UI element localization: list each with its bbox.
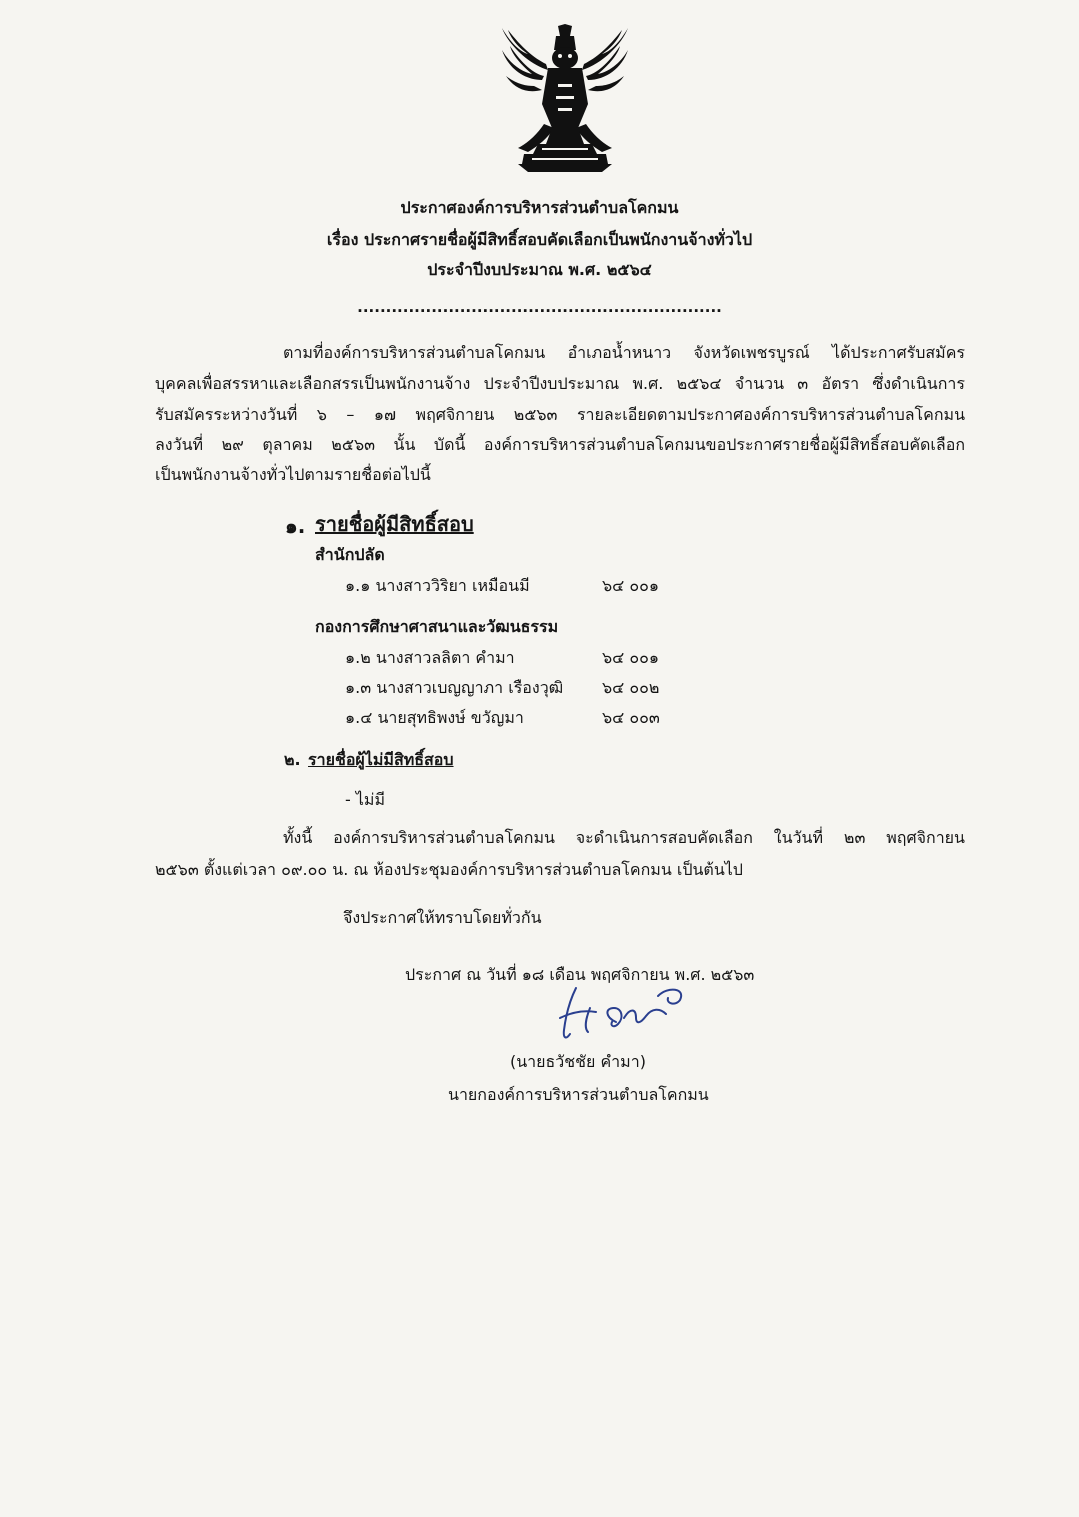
candidate-code: ๖๔ ๐๐๓	[602, 708, 660, 727]
paragraph-line: ลงวันที่ ๒๙ ตุลาคม ๒๕๖๓ นั้น บัดนี้ องค์การบริหารส่วนตำบลโคกมนขอประกาศรายชื่อผู้มีสิทธิ์สอบคัดเลือก	[155, 435, 965, 454]
candidate-name: ๑.๑ นางสาววิริยา เหมือนมี	[345, 576, 530, 595]
announcement-title: ประกาศองค์การบริหารส่วนตำบลโคกมน	[400, 198, 679, 217]
group-heading: กองการศึกษาศาสนาและวัฒนธรรม	[315, 617, 559, 636]
candidate-name: ๑.๔ นายสุทธิพงษ์ ขวัญมา	[345, 708, 524, 727]
signer-name: (นายธวัชชัย คำมา)	[510, 1052, 646, 1071]
section-2-number: ๒.	[284, 750, 301, 769]
section-1-title: รายชื่อผู้มีสิทธิ์สอบ	[315, 512, 474, 536]
section-1-number: ๑.	[285, 514, 306, 538]
candidate-name: ๑.๒ นางสาวลลิตา คำมา	[345, 648, 515, 667]
closing-line: ทั้งนี้ องค์การบริหารส่วนตำบลโคกมน จะดำเนินการสอบคัดเลือก ในวันที่ ๒๓ พฤศจิกายน	[283, 828, 965, 847]
section-2-title: รายชื่อผู้ไม่มีสิทธิ์สอบ	[308, 750, 454, 769]
candidate-name: ๑.๓ นางสาวเบญญาภา เรืองวุฒิ	[345, 678, 564, 697]
paragraph-line: ตามที่องค์การบริหารส่วนตำบลโคกมน อำเภอน้ำหนาว จังหวัดเพชรบูรณ์ ได้ประกาศรับสมัคร	[283, 343, 965, 362]
garuda-emblem-icon	[498, 24, 632, 174]
signer-title: นายกองค์การบริหารส่วนตำบลโคกมน	[448, 1085, 709, 1104]
closing-line: ๒๕๖๓ ตั้งแต่เวลา ๐๙.๐๐ น. ณ ห้องประชุมองค์การบริหารส่วนตำบลโคกมน เป็นต้นไป	[155, 860, 743, 879]
paragraph-line: บุคคลเพื่อสรรหาและเลือกสรรเป็นพนักงานจ้าง ประจำปีงบประมาณ พ.ศ. ๒๕๖๔ จำนวน ๓ อัตรา ซึ่งดำเนินการ	[155, 374, 965, 393]
candidate-code: ๖๔ ๐๐๑	[602, 576, 660, 595]
announce-statement: จึงประกาศให้ทราบโดยทั่วกัน	[343, 908, 542, 927]
title-separator: ................................................................	[357, 298, 722, 316]
candidate-code: ๖๔ ๐๐๒	[602, 678, 660, 697]
paragraph-line: เป็นพนักงานจ้างทั่วไปตามรายชื่อต่อไปนี้	[155, 465, 431, 484]
paragraph-line: รับสมัครระหว่างวันที่ ๖ – ๑๗ พฤศจิกายน ๒๕๖๓ รายละเอียดตามประกาศองค์การบริหารส่วนตำบลโคกมน	[155, 405, 965, 424]
announcement-subject: เรื่อง ประกาศรายชื่อผู้มีสิทธิ์สอบคัดเลือกเป็นพนักงานจ้างทั่วไป	[326, 230, 753, 249]
group-heading: สำนักปลัด	[315, 545, 385, 564]
announcement-fiscal-year: ประจำปีงบประมาณ พ.ศ. ๒๕๖๔	[427, 260, 652, 279]
signature-icon	[540, 978, 690, 1048]
section-2-none: - ไม่มี	[345, 790, 385, 809]
announcement-date: ประกาศ ณ วันที่ ๑๘ เดือน พฤศจิกายน พ.ศ. ๒๕๖๓	[405, 965, 755, 984]
candidate-code: ๖๔ ๐๐๑	[602, 648, 660, 667]
